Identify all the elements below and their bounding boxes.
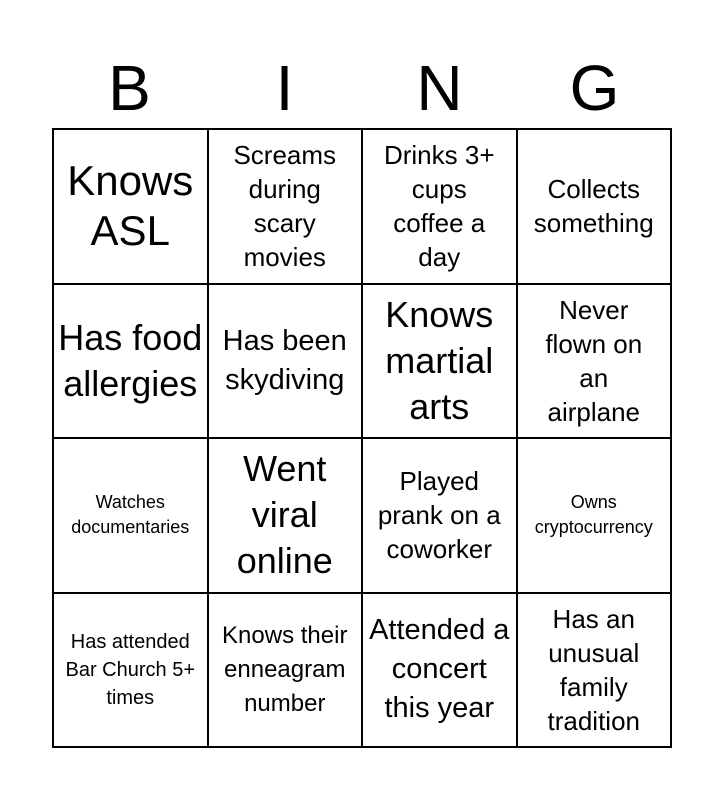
cell-text: Owns cryptocurrency	[534, 492, 653, 538]
cell-text: Drinks 3+ cups coffee a day	[383, 140, 495, 273]
bingo-cell[interactable]	[518, 130, 673, 285]
header-letter-n: N	[416, 52, 463, 124]
cell-text: Never flown on an airplane	[545, 294, 643, 427]
cell-text: Collects something	[533, 174, 654, 239]
cell-text: Has an unusual family tradition	[547, 603, 640, 736]
bingo-cell[interactable]	[518, 439, 673, 594]
cell-text: Played prank on a coworker	[377, 466, 501, 565]
cell-text: Has food allergies	[58, 316, 203, 404]
bingo-cell[interactable]	[363, 439, 518, 594]
bingo-cell[interactable]	[209, 285, 364, 440]
bingo-cell[interactable]	[54, 285, 209, 440]
bingo-cell[interactable]	[54, 439, 209, 594]
bingo-header	[52, 48, 672, 128]
bingo-cell[interactable]	[363, 130, 518, 285]
bingo-board	[52, 128, 672, 748]
cell-text: Knows ASL	[67, 157, 194, 255]
cell-text: Has attended Bar Church 5+ times	[65, 630, 195, 709]
bingo-cell[interactable]	[518, 594, 673, 749]
cell-text: Has been skydiving	[222, 324, 347, 396]
bingo-cell[interactable]	[209, 594, 364, 749]
bingo-cell[interactable]	[518, 285, 673, 440]
bingo-cell[interactable]	[54, 594, 209, 749]
bingo-cell[interactable]	[363, 285, 518, 440]
bingo-cell[interactable]	[209, 439, 364, 594]
bingo-cell[interactable]	[363, 594, 518, 749]
cell-text: Went viral online	[236, 448, 333, 582]
header-letter-g: G	[569, 52, 620, 124]
cell-text: Knows martial arts	[385, 293, 494, 427]
bingo-cell[interactable]	[54, 130, 209, 285]
header-letter-i: I	[275, 52, 294, 124]
cell-text: Knows their enneagram number	[222, 621, 348, 717]
cell-text: Attended a concert this year	[369, 614, 510, 725]
header-letter-b: B	[108, 52, 151, 124]
bingo-cell[interactable]	[209, 130, 364, 285]
cell-text: Watches documentaries	[71, 492, 190, 538]
cell-text: Screams during scary movies	[233, 140, 337, 273]
